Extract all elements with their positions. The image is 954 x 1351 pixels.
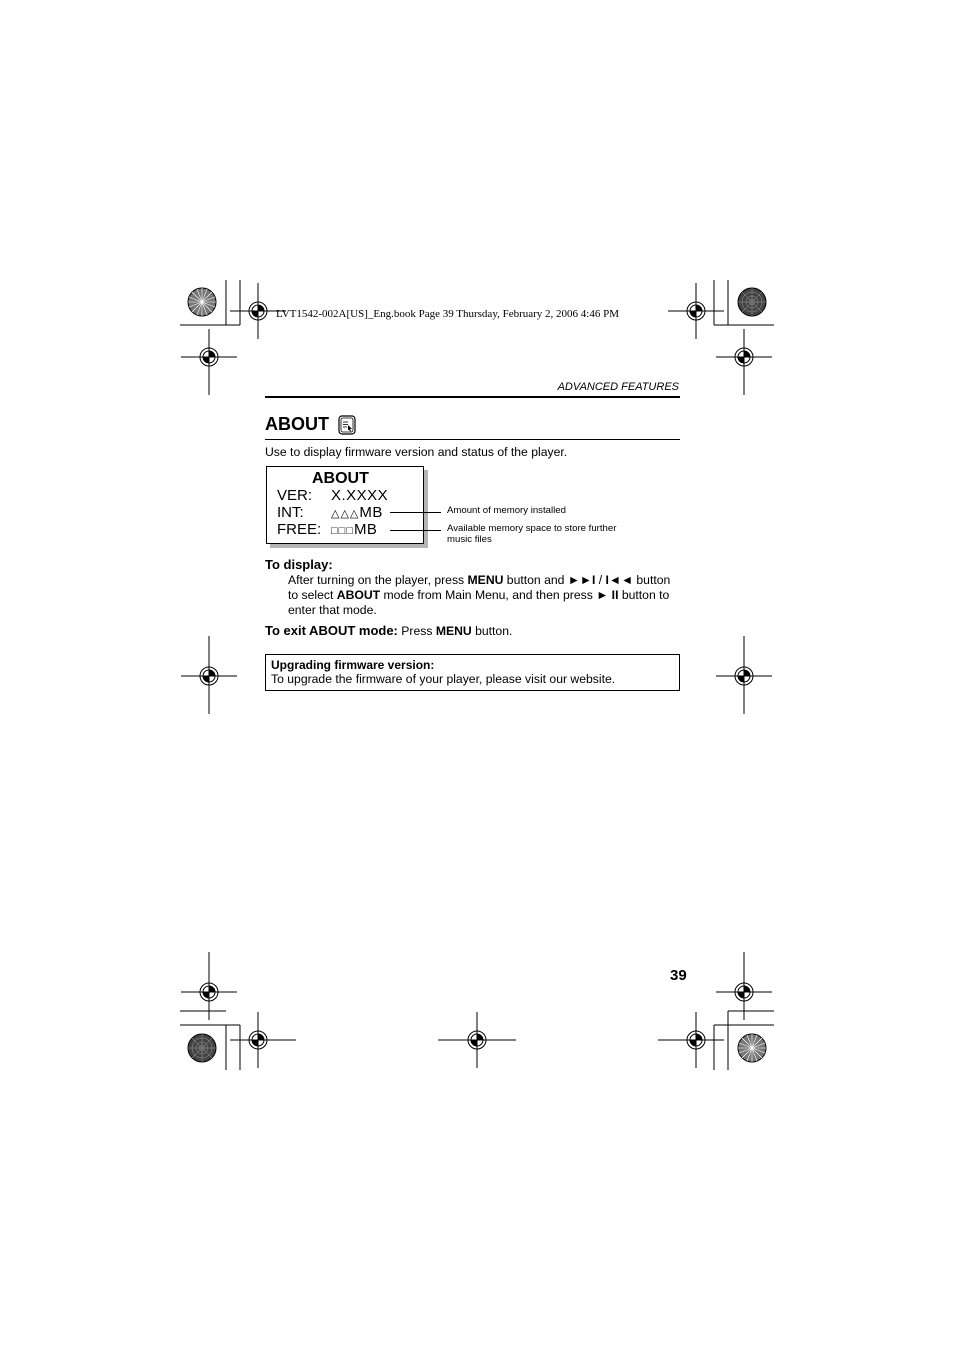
note-text: To upgrade the firmware of your player, please visit our website. xyxy=(271,672,616,686)
lcd-free-symbols: □□□ xyxy=(331,525,354,537)
to-display-text-4: mode from Main Menu, and then press xyxy=(380,588,597,603)
lcd-title: ABOUT xyxy=(312,470,369,487)
to-display-slash: / xyxy=(595,573,606,587)
title-rule xyxy=(265,439,680,440)
section-label: ADVANCED FEATURES xyxy=(557,381,679,393)
menu-button-label: MENU xyxy=(467,573,504,587)
about-mode-label: ABOUT xyxy=(336,588,381,603)
to-exit-text-1: Press xyxy=(397,624,436,638)
callout-free-space: Available memory space to store further music files xyxy=(447,523,617,545)
callout-line-memory xyxy=(390,512,441,513)
prev-button-icon: I◄◄ xyxy=(605,573,634,587)
to-display-text-5: button to enter that mode. xyxy=(288,588,670,618)
page-number: 39 xyxy=(670,967,687,984)
callout-memory-installed: Amount of memory installed xyxy=(447,505,566,516)
firmware-note-box xyxy=(265,654,680,691)
lcd-free-value xyxy=(331,521,377,538)
exit-menu-button-label: MENU xyxy=(435,624,472,638)
lcd-ver-label: VER: xyxy=(277,487,313,504)
note-title: Upgrading firmware version: xyxy=(271,658,435,672)
page-title xyxy=(265,414,356,435)
intro-text: Use to display firmware version and status of the player. xyxy=(265,445,568,459)
to-exit-heading: To exit ABOUT mode: xyxy=(265,623,398,638)
to-display-text-2: button and xyxy=(503,573,568,587)
to-display-text-3: button to select xyxy=(288,573,671,603)
lcd-free-label: FREE: xyxy=(277,521,322,538)
callout-line-free xyxy=(390,530,441,531)
next-button-icon: ►►I xyxy=(567,573,596,587)
lcd-int-label: INT: xyxy=(277,504,304,521)
lcd-ver-value: X.XXXX xyxy=(331,487,389,504)
header-rule xyxy=(265,396,680,398)
lcd-int-symbols: △△△ xyxy=(331,508,360,520)
lcd-int-unit: MB xyxy=(359,504,383,521)
lcd-free-unit: MB xyxy=(353,521,378,538)
lcd-display xyxy=(266,466,424,544)
to-display-text xyxy=(288,573,683,619)
to-exit-text-2: button. xyxy=(471,624,513,638)
lcd-int-value xyxy=(331,504,383,521)
to-display-heading: To display: xyxy=(265,557,333,572)
remote-control-icon xyxy=(338,415,356,435)
page-title-text: ABOUT xyxy=(265,414,329,434)
print-header: LVT1542-002A[US]_Eng.book Page 39 Thursday, February 2, 2006 4:46 PM xyxy=(276,308,620,320)
to-display-text-1: After turning on the player, press xyxy=(288,573,468,587)
play-pause-button-icon: ► II xyxy=(596,588,619,603)
to-exit-line xyxy=(265,623,512,638)
